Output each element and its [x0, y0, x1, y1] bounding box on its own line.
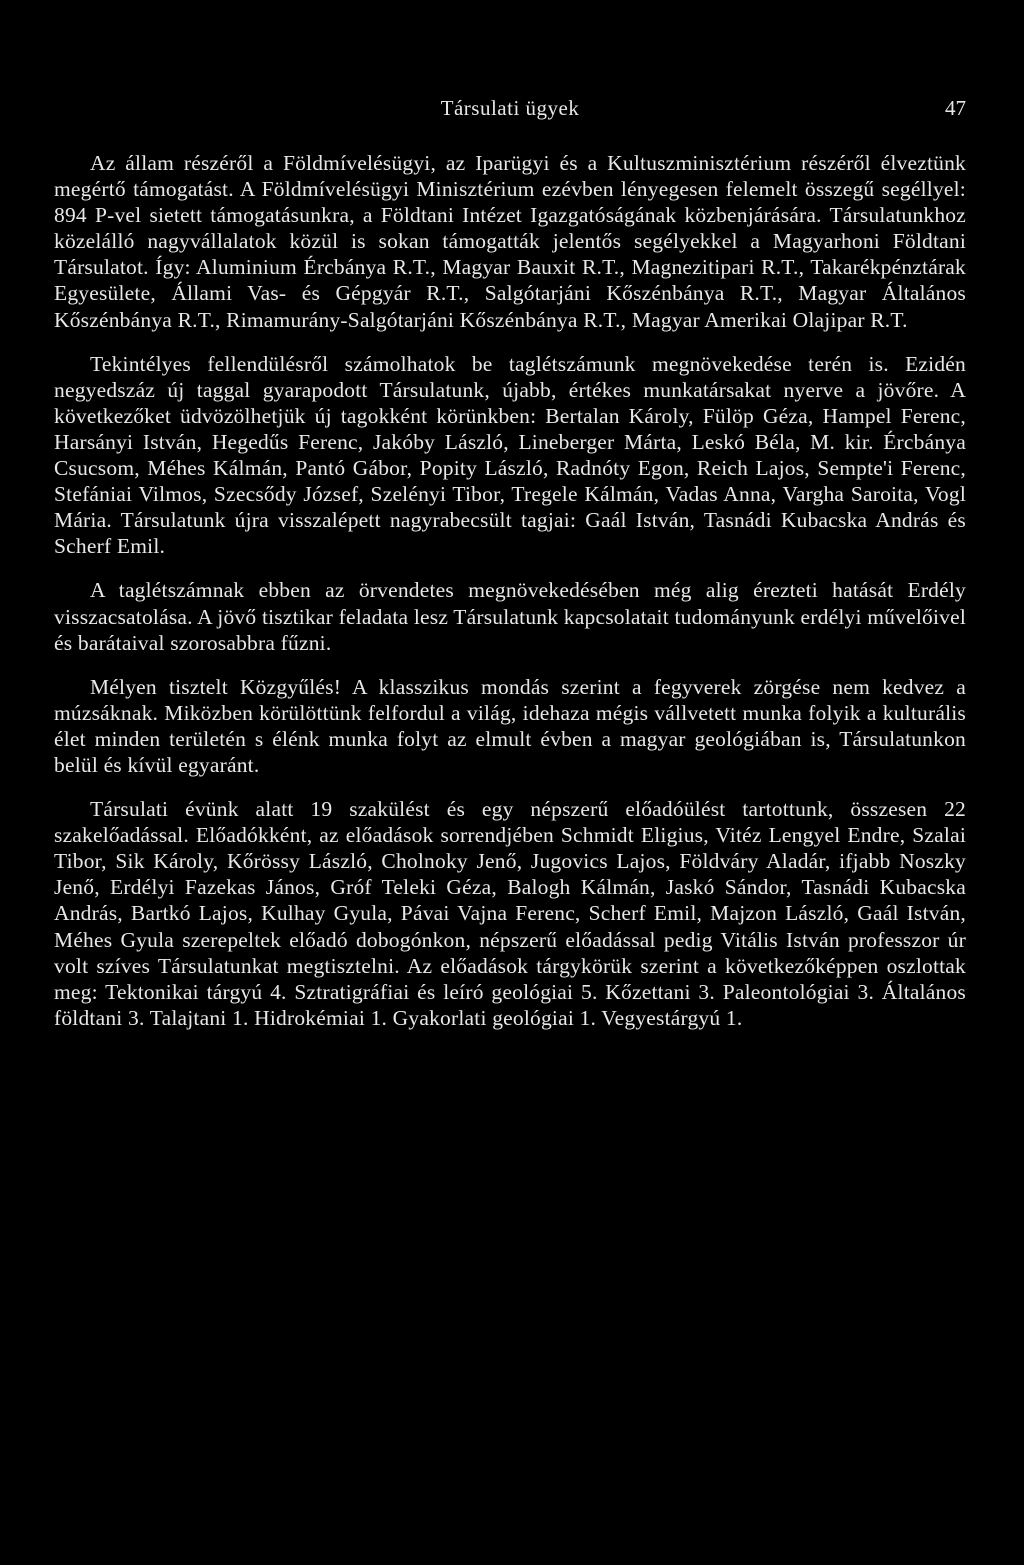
page-header [54, 92, 966, 132]
paragraph-assembly: Mélyen tisztelt Közgyűlés! A klasszikus mondás szerint a fegyverek zörgése nem kedvez a múzsáknak. Miközben körülöttünk felfordul a világ, idehaza mégis vállvetett munka folyik a kulturális élet minden területén s élénk munka folyt az elmult évben a magyar geológiában is, Társulatunkon belül és kívül egyaránt. [54, 674, 966, 777]
paragraph-membership: Tekintélyes fellendülésről számolhatok be taglétszámunk megnövekedése terén is. Ezidén negyedszáz új taggal gyarapodott Társulatunk, újabb, értékes munkatársakat nyerve a jövőre. A következőket üdvözölhetjük új tagokként körünkben: Bertalan Károly, Fülöp Géza, Hampel Ferenc, Harsányi István, Hegedűs Ferenc, Jakóby László, Lineberger Márta, Leskó Béla, M. kir. Ércbánya Csucsom, Méhes Kálmán, Pantó Gábor, Popity László, Radnóty Egon, Reich Lajos, Sempte'i Ferenc, Stefániai Vilmos, Szecsődy József, Szelényi Tibor, Tregele Kálmán, Vadas Anna, Vargha Saroita, Vogl Mária. Társulatunk újra visszalépett nagyrabecsült tagjai: Gaál István, Tasnádi Kubacska András és Scherf Emil. [54, 351, 966, 559]
paragraph-transylvania: A taglétszámnak ebben az örvendetes megnövekedésében még alig érezteti hatását Erdély visszacsatolása. A jövő tisztikar feladata lesz Társulatunk kapcsolatait tudományunk erdélyi művelőivel és barátaival szorosabbra fűzni. [54, 578, 966, 655]
page-number: 47 [945, 96, 966, 120]
running-title: Társulati ügyek [440, 96, 580, 120]
document-page [54, 92, 966, 1031]
paragraph-support: Az állam részéről a Földmívelésügyi, az Iparügyi és a Kultuszminisztérium részéről élveztünk megértő támogatást. A Földmívelésügyi Minisztérium ezévben lényegesen felemelt összegű segéllyel: 894 P-vel sietett támogatásunkra, a Földtani Intézet Igazgatóságának közbenjárására. Társulatunkhoz közelálló nagyvállalatok közül is sokan támogatták jelentős segélyekkel a Magyarhoni Földtani Társulatot. Így: Aluminium Ércbánya R.T., Magyar Bauxit R.T., Magnezitipari R.T., Takarékpénztárak Egyesülete, Állami Vas- és Gépgyár R.T., Salgótarjáni Kőszénbánya R.T., Magyar Általános Kőszénbánya R.T., Rimamurány-Salgótarjáni Kőszénbánya R.T., Magyar Amerikai Olajipar R.T. [54, 151, 966, 332]
paragraph-lectures: Társulati évünk alatt 19 szakülést és egy népszerű előadóülést tartottunk, összesen 22 szakelőadással. Előadókként, az előadások sorrendjében Schmidt Eligius, Vitéz Lengyel Endre, Szalai Tibor, Sik Károly, Kőrössy László, Cholnoky Jenő, Jugovics Lajos, Földváry Aladár, ifjabb Noszky Jenő, Erdélyi Fazekas János, Gróf Teleki Géza, Balogh Kálmán, Jaskó Sándor, Tasnádi Kubacska András, Bartkó Lajos, Kulhay Gyula, Pávai Vajna Ferenc, Scherf Emil, Majzon László, Gaál István, Méhes Gyula szerepeltek előadó dobogónkon, népszerű előadással pedig Vitális István professzor úr volt szíves Társulatunkat megtisztelni. Az előadások tárgykörük szerint a következőképpen oszlottak meg: Tektonikai tárgyú 4. Sztratigráfiai és leíró geológiai 5. Kőzettani 3. Paleontológiai 3. Általános földtani 3. Talajtani 1. Hidrokémiai 1. Gyakorlati geológiai 1. Vegyestárgyú 1. [54, 797, 966, 1030]
body-text [54, 150, 966, 1031]
